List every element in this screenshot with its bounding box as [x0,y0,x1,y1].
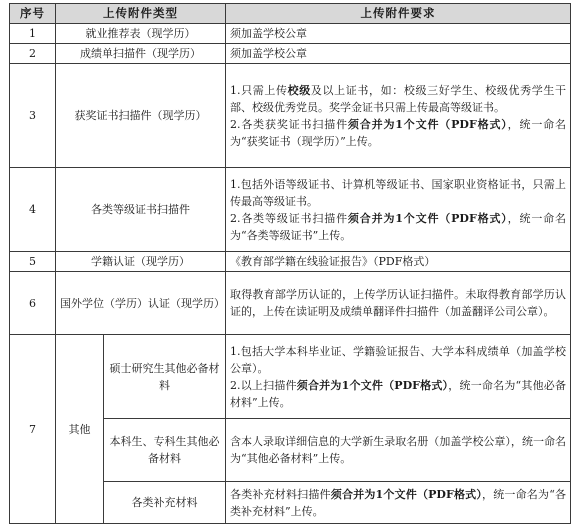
requirement-item-1: 1.包括大学本科毕业证、学籍验证报告、大学本科成绩单（加盖学校公章）。 [230,344,566,375]
table-row [10,252,571,272]
table-header-row [10,4,571,24]
row-type: 各类等级证书扫描件 [56,168,226,252]
subrow-requirement: 各类补充材料扫描件须合并为1个文件（PDF格式），统一命名为“各类补充材料”上传。 [226,482,571,524]
subrow-requirement: 含本人录取详细信息的大学新生录取名册（加盖学校公章），统一命名为“其他必备材料”上传。 [226,419,571,482]
row-requirement [226,168,571,252]
row-type: 国外学位（学历）认证（现学历） [56,272,226,335]
attachment-requirements-table [9,3,571,524]
row-no: 1 [10,24,56,44]
row-type: 其他 [56,335,104,524]
row-requirement: 《教育部学籍在线验证报告》（PDF格式） [226,252,571,272]
row-requirement: 须加盖学校公章 [226,24,571,44]
table-row [10,272,571,335]
table-row [10,335,571,419]
requirement-item-1: 1.只需上传校级及以上证书，如：校级三好学生、校级优秀学生干部、校级优秀党员。奖学金证书只需上传最高等级证书。 [230,83,566,114]
row-type: 成绩单扫描件（现学历） [56,44,226,64]
table-row [10,168,571,252]
row-no: 3 [10,64,56,168]
row-no: 7 [10,335,56,524]
row-requirement: 取得教育部学历认证的，上传学历认证扫描件。未取得教育部学历认证的，上传在读证明及成绩单翻译件扫描件（加盖翻译公司公章）。 [226,272,571,335]
row-no: 5 [10,252,56,272]
table-row [10,24,571,44]
header-no: 序号 [10,4,56,24]
requirement-item-1: 1.包括外语等级证书、计算机等级证书、国家职业资格证书，只需上传最高等级证书。 [230,177,566,208]
requirement-item-2: 2.以上扫描件须合并为1个文件（PDF格式），统一命名为“其他必备材料”上传。 [230,378,567,409]
subrow-type: 硕士研究生其他必备材料 [104,335,226,419]
table-row [10,44,571,64]
header-type: 上传附件类型 [56,4,226,24]
header-requirement: 上传附件要求 [226,4,571,24]
row-no: 2 [10,44,56,64]
table-row [10,64,571,168]
subrow-type: 本科生、专科生其他必备材料 [104,419,226,482]
row-no: 4 [10,168,56,252]
subrow-type: 各类补充材料 [104,482,226,524]
requirement-item-2: 2.各类获奖证书扫描件须合并为1个文件（PDF格式），统一命名为“获奖证书（现学历）”上传。 [230,117,567,148]
row-requirement: 须加盖学校公章 [226,44,571,64]
subrow-requirement [226,335,571,419]
row-requirement [226,64,571,168]
requirement-item-2: 2.各类等级证书扫描件须合并为1个文件（PDF格式），统一命名为“各类等级证书”上传。 [230,211,567,242]
row-type: 就业推荐表（现学历） [56,24,226,44]
row-type: 获奖证书扫描件（现学历） [56,64,226,168]
row-no: 6 [10,272,56,335]
row-type: 学籍认证（现学历） [56,252,226,272]
